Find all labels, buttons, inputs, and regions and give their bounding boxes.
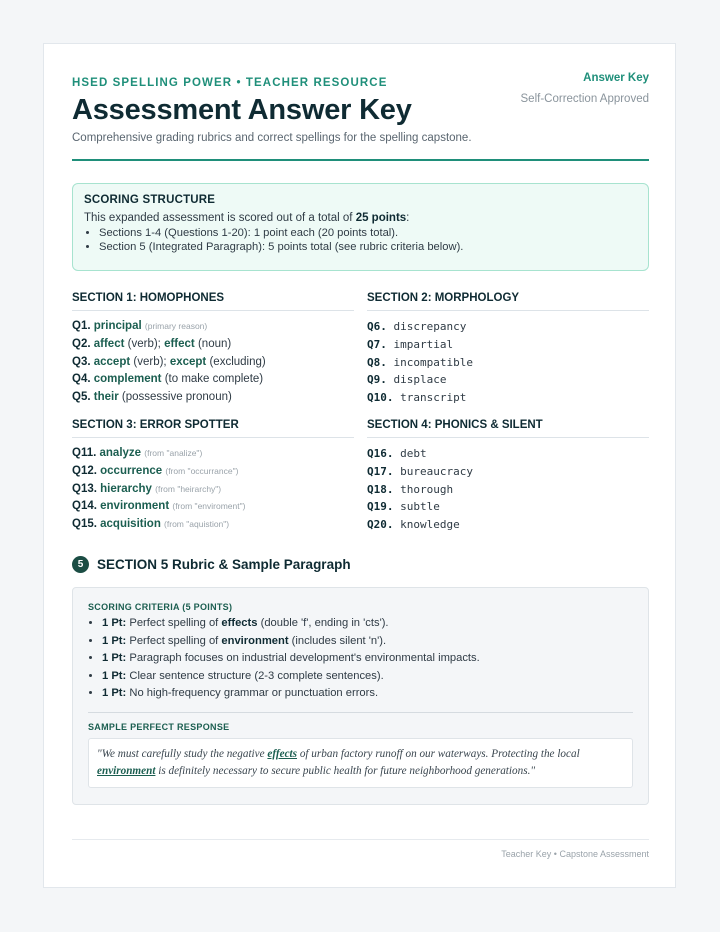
sample-keyword: effects [267, 747, 298, 760]
question-number: Q10. [367, 391, 394, 405]
section-1-list [72, 318, 354, 407]
criteria-item [102, 615, 633, 633]
answer-row [72, 516, 354, 534]
answer-row [367, 481, 649, 499]
answer-row [367, 516, 649, 534]
answer-word: analyze [99, 447, 142, 459]
question-number: Q17. [367, 464, 394, 478]
header-divider [72, 159, 649, 161]
question-number: Q3. [72, 355, 91, 368]
answer-word: except [169, 355, 207, 368]
sample-keyword: environment [97, 764, 156, 777]
criteria-list [88, 615, 633, 703]
criteria-item [102, 668, 633, 686]
answer-row [72, 371, 354, 389]
answer-row [367, 354, 649, 372]
criteria-points: 1 Pt: [102, 634, 127, 647]
scoring-intro-end: : [406, 212, 410, 224]
scoring-bullet: • Section 5 (Integrated Paragraph): 5 points total (see rubric criteria below). [99, 241, 637, 253]
answer-word: impartial [393, 337, 454, 351]
criteria-heading: SCORING CRITERIA (5 POINTS) [88, 602, 233, 612]
answer-row [72, 481, 354, 499]
scoring-bullet: • Sections 1-4 (Questions 1-20): 1 point each (20 points total). [99, 227, 637, 239]
answer-note: (from "enviroment") [172, 501, 246, 512]
answer-row [72, 318, 354, 336]
question-number: Q6. [367, 320, 387, 333]
scoring-intro-text: This expanded assessment is scored out of a total of [84, 212, 356, 224]
answer-word: thorough [400, 482, 454, 496]
answer-row [367, 445, 649, 463]
question-number: Q1. [72, 320, 91, 332]
answer-key-label: Answer Key [583, 72, 649, 84]
question-number: Q2. [72, 337, 91, 350]
answer-word: occurrence [100, 464, 163, 477]
answer-detail: (verb); [133, 355, 167, 368]
answer-word: hierarchy [100, 482, 152, 495]
section-number-badge: 5 [72, 556, 89, 573]
answer-word: discrepancy [393, 320, 467, 333]
section-2-heading: SECTION 2: MORPHOLOGY [367, 292, 649, 311]
criteria-text: Perfect spelling of [129, 634, 222, 647]
criteria-text: No high-frequency grammar or punctuation errors. [129, 687, 379, 699]
sample-response [88, 738, 633, 788]
question-number: Q11. [72, 447, 97, 459]
answer-note: (from "aquistion") [164, 519, 230, 530]
footer-divider [72, 839, 649, 840]
question-number: Q12. [72, 464, 97, 477]
answer-row [72, 445, 354, 463]
sample-text: "We must carefully study the negative [97, 747, 268, 760]
answer-detail: (noun) [197, 337, 232, 350]
answer-row [72, 354, 354, 372]
answer-detail: (verb); [127, 337, 161, 350]
sample-heading: SAMPLE PERFECT RESPONSE [88, 721, 230, 732]
criteria-text: Perfect spelling of [129, 617, 222, 629]
sample-text: of urban factory runoff on our waterways. Protecting the local [297, 747, 580, 760]
scoring-total: 25 points [355, 212, 407, 224]
page-footer: Teacher Key • Capstone Assessment [501, 849, 649, 859]
question-number: Q13. [72, 482, 97, 495]
question-number: Q15. [72, 518, 97, 531]
answer-detail: (excluding) [209, 355, 266, 368]
answer-word: environment [100, 500, 170, 513]
question-number: Q7. [367, 337, 387, 351]
criteria-points: 1 Pt: [102, 687, 127, 699]
page-subtitle: Comprehensive grading rubrics and correct spellings for the spelling capstone. [72, 132, 472, 144]
answer-word: knowledge [400, 518, 460, 532]
answer-word: their [93, 391, 119, 404]
section-5-title: SECTION 5 Rubric & Sample Paragraph [97, 557, 351, 572]
answer-row [367, 371, 649, 389]
section-3-heading: SECTION 3: ERROR SPOTTER [72, 419, 354, 438]
answer-detail: (to make complete) [164, 373, 264, 386]
section-3-list [72, 445, 354, 534]
answer-row [72, 463, 354, 481]
answer-note: (primary reason) [144, 321, 208, 331]
scoring-bullets [84, 227, 637, 253]
answer-detail: (possessive pronoun) [121, 391, 232, 404]
scoring-structure-box [72, 183, 649, 271]
question-number: Q5. [72, 391, 91, 404]
answer-word: affect [93, 337, 125, 350]
question-number: Q20. [367, 518, 394, 532]
answer-note: (from "analize") [144, 448, 203, 458]
answer-row [367, 389, 649, 407]
answer-key-page [43, 43, 676, 888]
answer-word: subtle [400, 500, 440, 514]
answer-row [367, 463, 649, 481]
page-title: Assessment Answer Key [72, 94, 412, 126]
criteria-points: 1 Pt: [102, 669, 127, 682]
criteria-item [102, 633, 633, 651]
resource-kicker: HSED SPELLING POWER • TEACHER RESOURCE [72, 77, 388, 89]
answer-word: bureaucracy [400, 464, 473, 478]
criteria-word: effects [221, 617, 258, 629]
criteria-text: (includes silent 'n'). [288, 634, 387, 647]
criteria-points: 1 Pt: [102, 617, 127, 629]
answer-row [367, 336, 649, 354]
answer-row [72, 336, 354, 354]
section-2-list [367, 318, 649, 407]
rubric-box [72, 587, 649, 805]
question-number: Q14. [72, 500, 97, 513]
approval-label: Self-Correction Approved [520, 93, 649, 105]
criteria-points: 1 Pt: [102, 652, 127, 664]
answer-word: transcript [400, 391, 467, 405]
criteria-text: Clear sentence structure (2-3 complete sentences). [129, 669, 384, 682]
answer-word: displace [393, 373, 447, 387]
answer-word: incompatible [393, 355, 473, 369]
answer-note: (from "heirarchy") [155, 483, 222, 494]
answer-word: accept [93, 355, 131, 368]
answer-row [367, 318, 649, 336]
sample-text: is definitely necessary to secure public health for future neighborhood generations." [155, 764, 536, 777]
criteria-word: environment [221, 634, 289, 647]
criteria-text: Paragraph focuses on industrial development's environmental impacts. [129, 652, 480, 664]
answer-row [72, 389, 354, 407]
answer-word: principal [93, 320, 142, 332]
rubric-divider [88, 712, 633, 713]
answer-row [72, 498, 354, 516]
question-number: Q9. [367, 373, 387, 387]
question-number: Q8. [367, 355, 387, 369]
criteria-item [102, 685, 633, 703]
question-number: Q16. [367, 447, 394, 460]
section-4-heading: SECTION 4: PHONICS & SILENT [367, 419, 649, 438]
answer-row [367, 498, 649, 516]
section-5-heading [72, 556, 351, 573]
section-4-list [367, 445, 649, 534]
scoring-intro [84, 212, 637, 224]
question-number: Q4. [72, 373, 91, 386]
answer-word: debt [400, 447, 427, 460]
question-number: Q18. [367, 482, 394, 496]
criteria-text: (double 'f', ending in 'cts'). [257, 617, 389, 629]
section-1-heading: SECTION 1: HOMOPHONES [72, 292, 354, 311]
answer-word: complement [93, 373, 162, 386]
answer-note: (from "occurrance") [165, 465, 239, 476]
question-number: Q19. [367, 500, 394, 514]
answer-word: effect [164, 337, 195, 350]
criteria-item [102, 650, 633, 668]
scoring-heading: SCORING STRUCTURE [84, 194, 216, 206]
answer-word: acquisition [100, 518, 161, 531]
